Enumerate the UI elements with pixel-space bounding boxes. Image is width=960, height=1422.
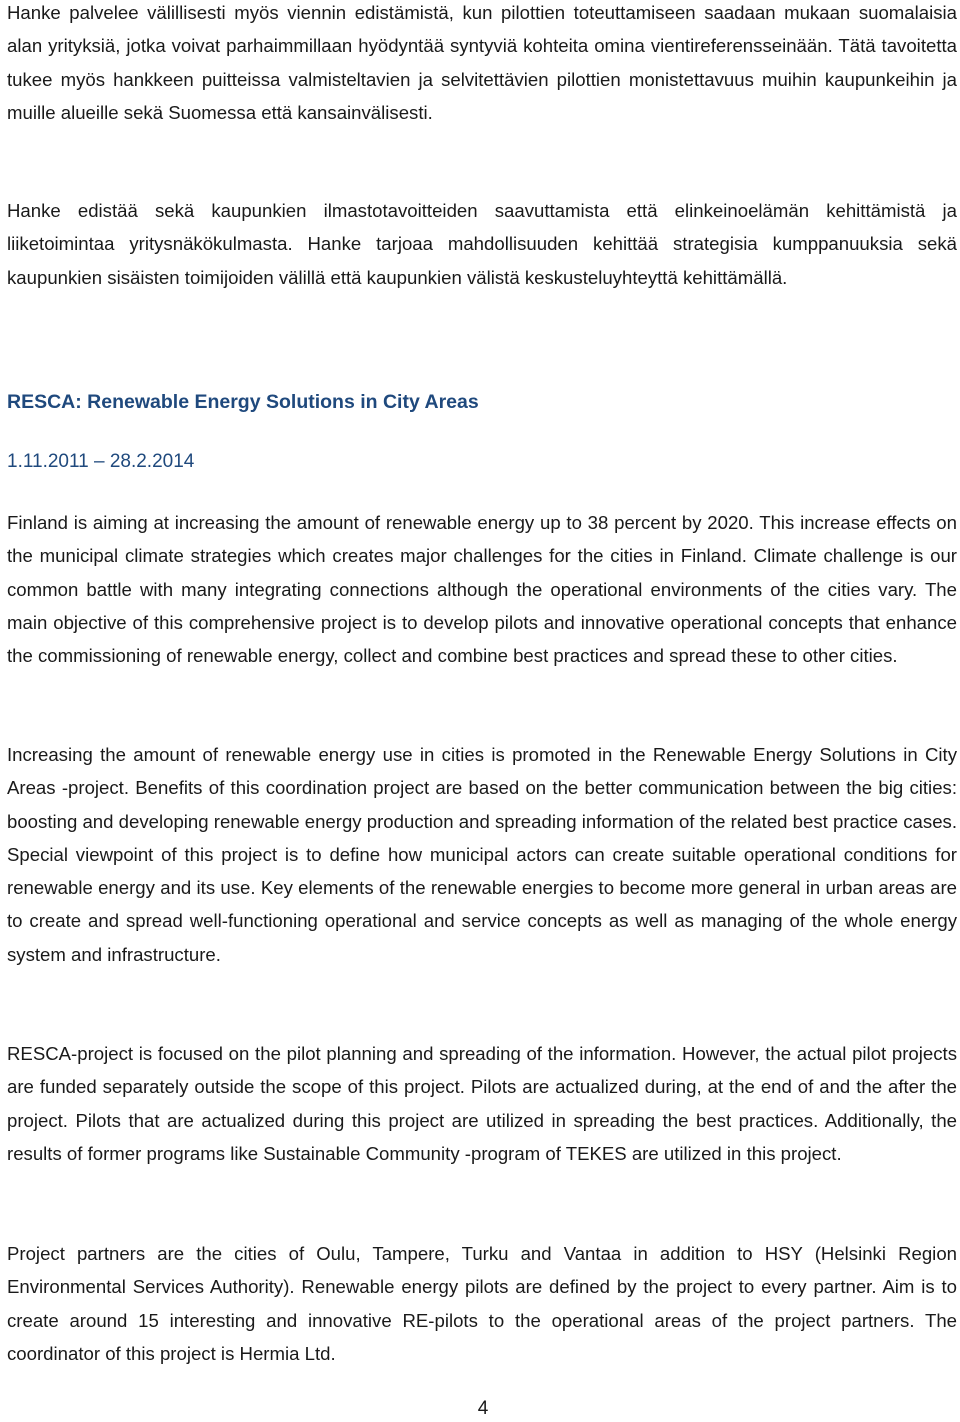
paragraph-renewable-energy-cities: Increasing the amount of renewable energy use in cities is promoted in the Renewable Energy Solutions in City Areas -project. Benefits of this coordination project are based on the better communication between the big cities: boosting and developing renewable energy production and spreading information of the related best practice cases. Special viewpoint of this project is to define how municipal actors can create suitable operational conditions for renewable energy and its use. Key elements of the renewable energies to become more general in urban areas are to create and spread well-functioning operational and service concepts as well as managing of the whole energy system and infrastructure. bbox=[7, 744, 957, 965]
project-dates: 1.11.2011 – 28.2.2014 bbox=[7, 451, 195, 472]
paragraph-export-promotion: Hanke palvelee välillisesti myös viennin edistämistä, kun pilottien toteuttamiseen saadaan mukaan suomalaisia alan yrityksiä, jotka voivat parhaimmillaan hyödyntää syntyviä kohteita omina vientireferensseinään. Tätä tavoitetta tukee myös hankkeen puitteissa valmisteltavien ja selvitettävien pilottien monistettavuus muihin kaupunkeihin ja muille alueille sekä Suomessa että kansainvälisesti. bbox=[7, 2, 957, 123]
paragraph-finland-renewable-target: Finland is aiming at increasing the amount of renewable energy up to 38 percent by 2020. This increase effects on the municipal climate strategies which creates major challenges for the cities in Finland. Climate challenge is our common battle with many integrating connections although the operational environments of the cities vary. The main objective of this comprehensive project is to develop pilots and innovative operational concepts that enhance the commissioning of renewable energy, collect and combine best practices and spread these to other cities. bbox=[7, 512, 957, 667]
paragraph-resca-focus: RESCA-project is focused on the pilot planning and spreading of the information. However, the actual pilot projects are funded separately outside the scope of this project. Pilots are actualized during, at the end of and the after the project. Pilots that are actualized during this project are utilized in spreading the best practices. Additionally, the results of former programs like Sustainable Community -program of TEKES are utilized in this project. bbox=[7, 1043, 957, 1164]
section-heading: RESCA: Renewable Energy Solutions in City Areas bbox=[7, 391, 479, 413]
paragraph-climate-goals: Hanke edistää sekä kaupunkien ilmastotavoitteiden saavuttamista että elinkeinoelämän kehittämistä ja liiketoimintaa yritysnäkökulmasta. Hanke tarjoaa mahdollisuuden kehittää strategisia kumppanuuksia sekä kaupunkien sisäisten toimijoiden välillä että kaupunkien välistä keskusteluyhteyttä kehittämällä. bbox=[7, 200, 957, 288]
paragraph-project-partners: Project partners are the cities of Oulu, Tampere, Turku and Vantaa in addition to HSY (Helsinki Region Environmental Services Authority). Renewable energy pilots are defined by the project to every partner. Aim is to create around 15 interesting and innovative RE-pilots to the operational areas of the project partners. The coordinator of this project is Hermia Ltd. bbox=[7, 1243, 957, 1364]
page-number: 4 bbox=[477, 1398, 489, 1419]
